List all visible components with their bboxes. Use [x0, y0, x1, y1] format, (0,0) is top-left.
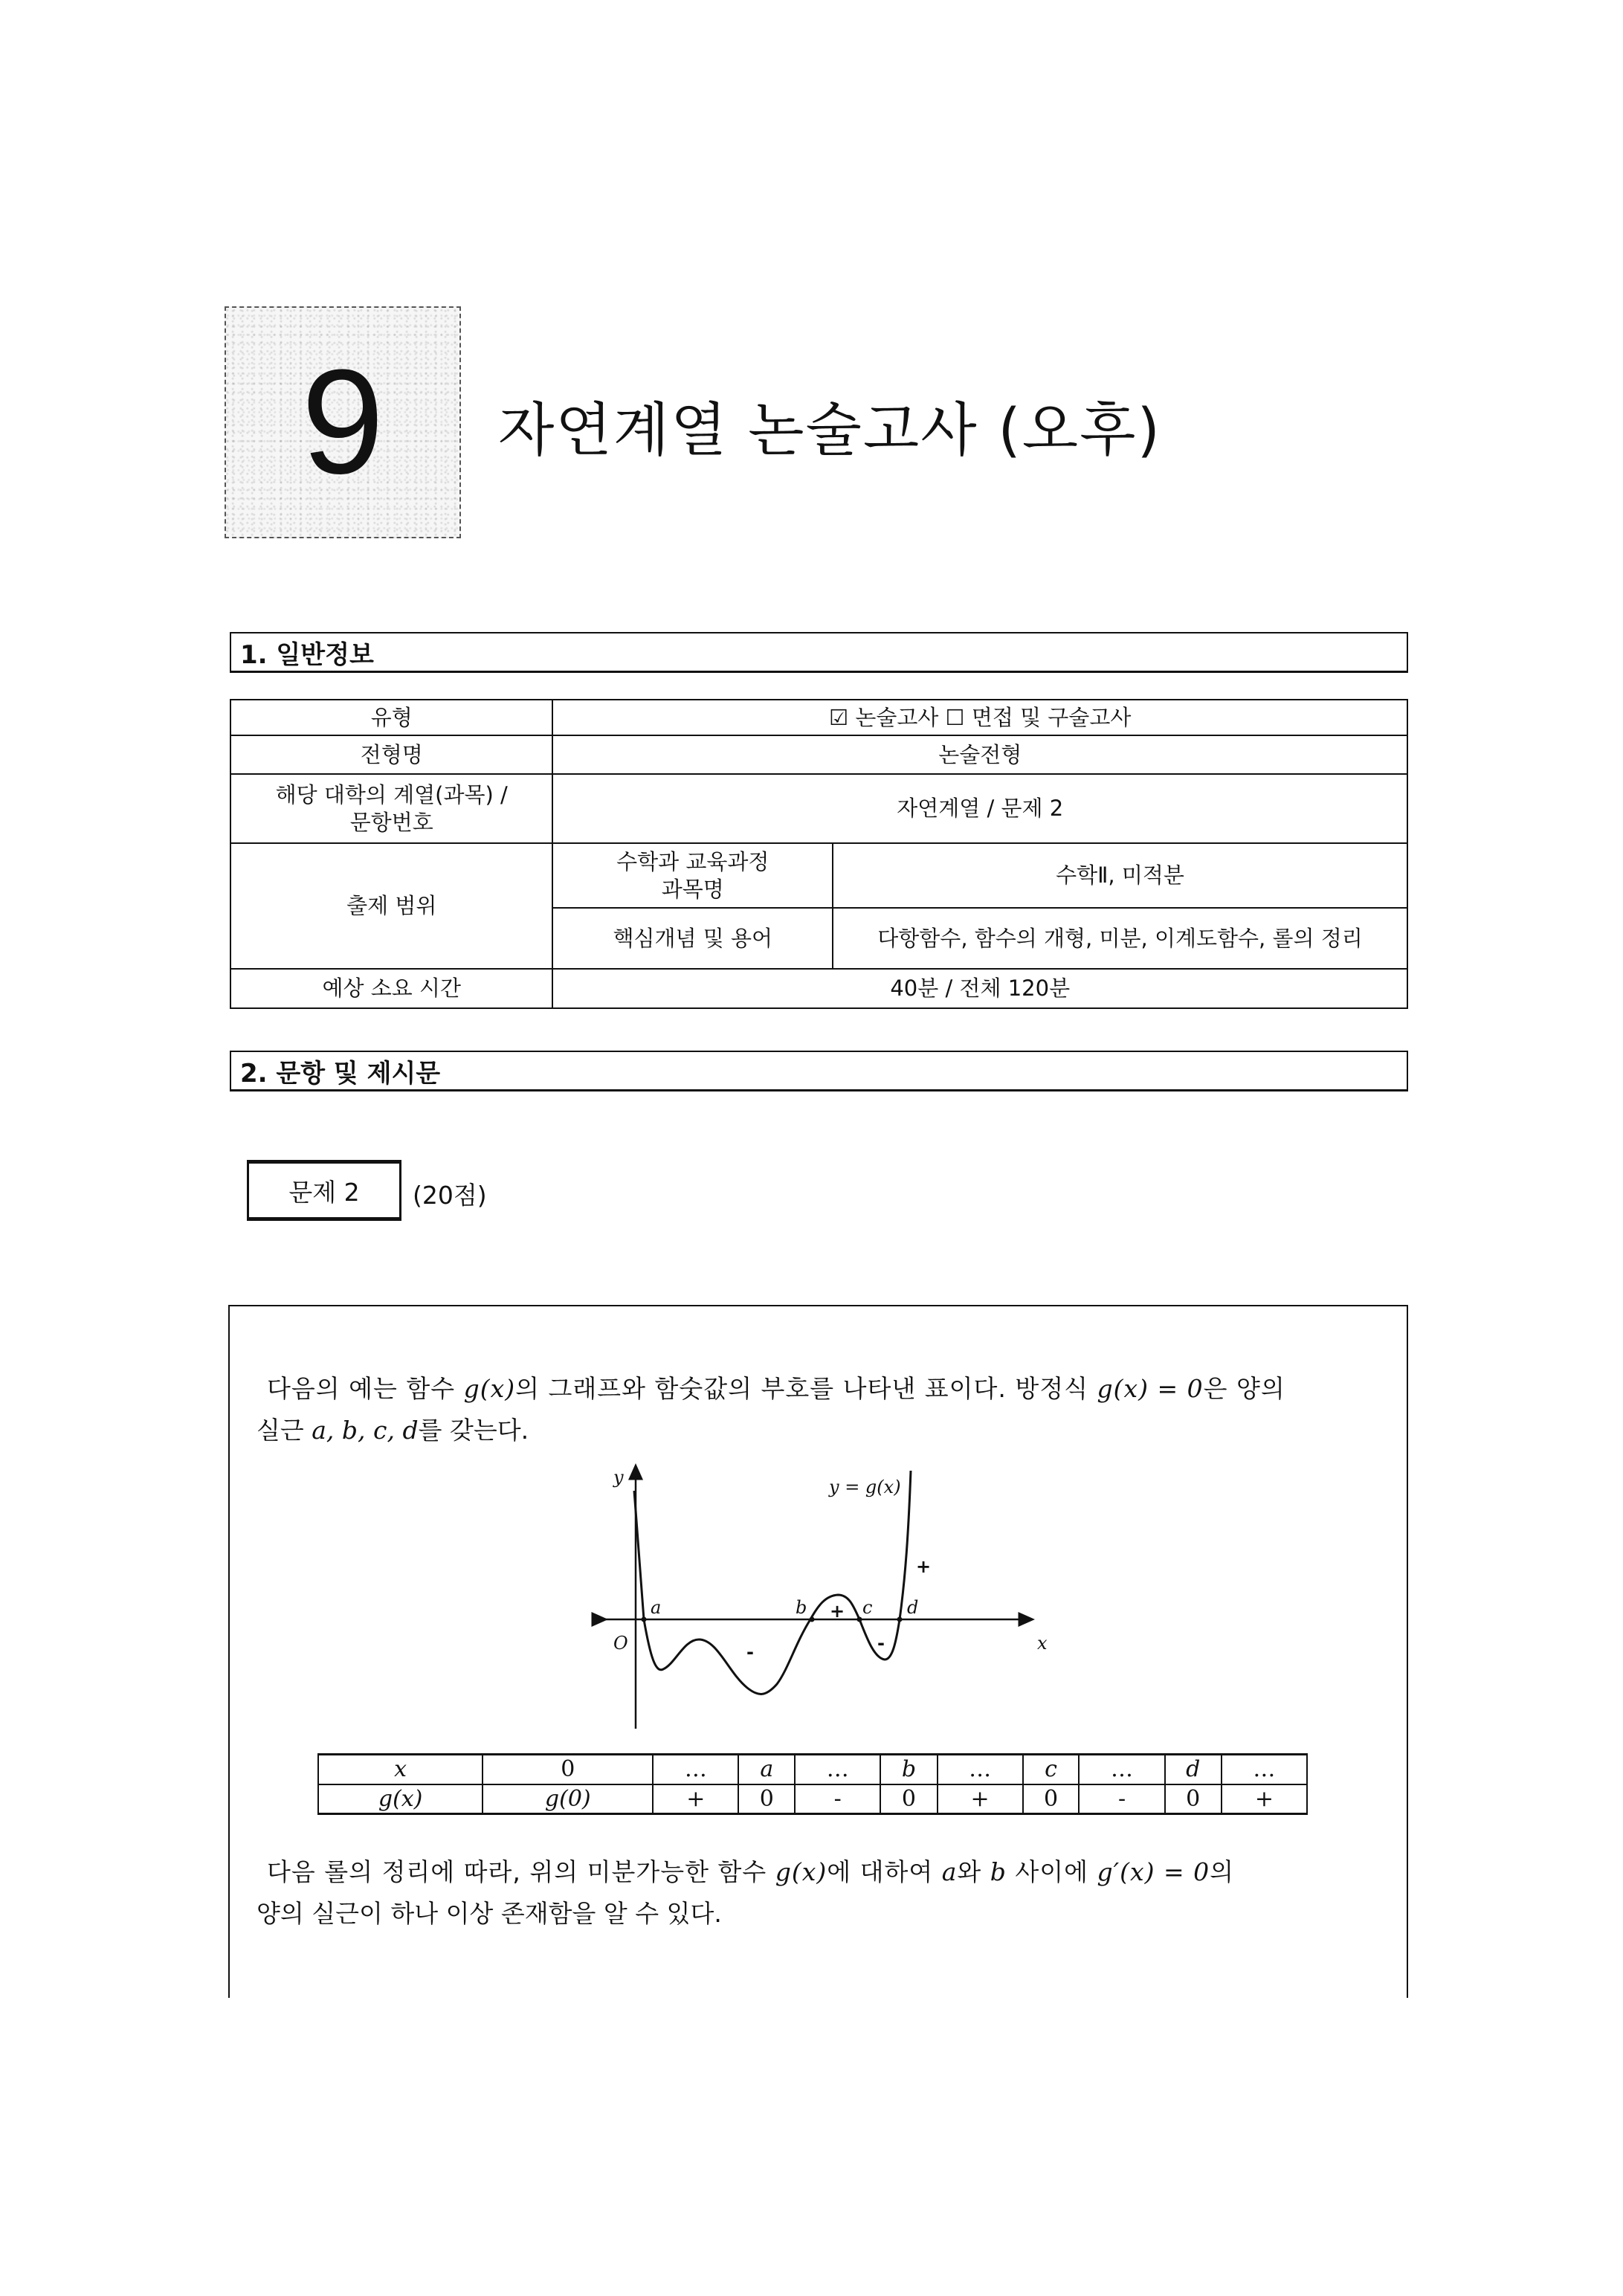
sign-header-cell: … [1222, 1755, 1307, 1784]
root-d-point [897, 1617, 903, 1622]
sign-table-x-row [318, 1755, 1307, 1784]
section-questions: 2. 문항 및 제시문 [230, 1051, 1408, 1091]
root-a-point [642, 1617, 647, 1622]
math-gx: g(x) [463, 1374, 516, 1403]
admission-value: 논술전형 [552, 735, 1407, 774]
intro-text: 은 양의 [1203, 1374, 1285, 1403]
sign-value-cell: + [653, 1784, 738, 1814]
concepts-label: 핵심개념 및 용어 [552, 908, 833, 969]
rolle-line1 [256, 1851, 1387, 1893]
sign-plus-bc: + [830, 1601, 845, 1622]
sign-header-cell: 0 [483, 1755, 653, 1784]
info-row-type [230, 700, 1407, 735]
sign-header-cell: … [1079, 1755, 1164, 1784]
root-c-point [857, 1617, 862, 1622]
intro-text: 의 그래프와 함숫값의 부호를 나타낸 표이다. 방정식 [515, 1374, 1097, 1403]
problem-score: (20점) [413, 1181, 487, 1210]
chapter-number-box [225, 306, 461, 538]
graph-svg [580, 1457, 1071, 1755]
sign-value-cell: 0 [738, 1784, 795, 1814]
root-c-label: c [862, 1597, 873, 1618]
dept-label [230, 774, 552, 843]
sign-value-cell: 0 [1023, 1784, 1080, 1814]
intro-line2 [256, 1410, 1387, 1451]
x-axis-label: x [1037, 1633, 1048, 1654]
math-a: a [941, 1857, 958, 1886]
sign-value-cell: - [795, 1784, 880, 1814]
sign-header-cell: b [880, 1755, 937, 1784]
curriculum-value: 수학Ⅱ, 미적분 [833, 843, 1407, 908]
concepts-value: 다항함수, 함수의 개형, 미분, 이계도함수, 롤의 정리 [833, 908, 1407, 969]
intro-line1 [256, 1368, 1387, 1410]
scope-label: 출제 범위 [230, 843, 552, 969]
math-b: b [990, 1857, 1007, 1886]
root-b-point [810, 1617, 815, 1622]
sign-header-cell: d [1165, 1755, 1222, 1784]
math-gx: g(x) [775, 1857, 827, 1886]
rolle-text: 와 [957, 1857, 990, 1886]
curriculum-label [552, 843, 833, 908]
origin-label: O [613, 1633, 628, 1654]
type-label: 유형 [230, 700, 552, 735]
curriculum-label-line2: 과목명 [661, 876, 724, 902]
math-derivative-equation: g′(x) = 0 [1097, 1857, 1210, 1886]
sign-value-cell: + [1222, 1784, 1307, 1814]
info-row-dept [230, 774, 1407, 843]
dept-label-line1: 해당 대학의 계열(과목) / [275, 782, 508, 808]
sign-minus-ab: - [746, 1642, 754, 1663]
root-d-label: d [907, 1597, 919, 1618]
admission-label: 전형명 [230, 735, 552, 774]
sign-value-cell: - [1079, 1784, 1164, 1814]
rolle-text: 사이에 [1006, 1857, 1097, 1886]
rolle-paragraph [256, 1851, 1387, 1935]
sign-value-cell: g(x) [318, 1784, 483, 1814]
curriculum-label-line1: 수학과 교육과정 [616, 849, 769, 875]
intro-paragraph [256, 1368, 1387, 1451]
sign-header-cell: … [653, 1755, 738, 1784]
sign-header-cell: c [1023, 1755, 1080, 1784]
type-value: ☑ 논술고사 ☐ 면접 및 구술고사 [552, 700, 1407, 735]
chapter-number: 9 [301, 339, 384, 505]
curve-g [634, 1471, 911, 1694]
sign-table [317, 1753, 1308, 1815]
sign-value-cell: 0 [880, 1784, 937, 1814]
sign-plus-after-d: + [916, 1556, 932, 1577]
sign-header-cell: … [795, 1755, 880, 1784]
sign-table-g-row [318, 1784, 1307, 1814]
problem-label: 문제 2 [247, 1160, 401, 1221]
y-axis-label: y [613, 1467, 624, 1488]
rolle-text: 다음 롤의 정리에 따라, 위의 미분가능한 함수 [267, 1857, 775, 1886]
dept-label-line2: 문항번호 [349, 809, 433, 835]
curve-label: y = g(x) [829, 1477, 901, 1497]
rolle-line2: 양의 실근이 하나 이상 존재함을 알 수 있다. [256, 1899, 722, 1928]
info-row-time [230, 969, 1407, 1008]
sign-header-cell: … [938, 1755, 1023, 1784]
sign-header-cell: a [738, 1755, 795, 1784]
rolle-text: 의 [1210, 1857, 1235, 1886]
root-b-label: b [796, 1597, 807, 1618]
rolle-text: 에 대하여 [827, 1857, 942, 1886]
math-roots: a, b, c, d [312, 1416, 419, 1445]
root-a-label: a [651, 1597, 662, 1618]
time-label: 예상 소요 시간 [230, 969, 552, 1008]
math-equation: g(x) = 0 [1097, 1374, 1204, 1403]
info-row-admission [230, 735, 1407, 774]
intro-text: 다음의 예는 함수 [267, 1374, 464, 1403]
info-row-scope-curriculum [230, 843, 1407, 908]
sign-value-cell: 0 [1165, 1784, 1222, 1814]
chapter-title: 자연계열 논술고사 (오후) [498, 397, 1161, 464]
sign-minus-cd: - [877, 1633, 885, 1654]
intro-text: 를 갖는다. [418, 1416, 529, 1445]
intro-text: 실근 [256, 1416, 312, 1445]
function-graph [580, 1457, 1071, 1755]
general-info-table [230, 699, 1408, 1009]
time-value: 40분 / 전체 120분 [552, 969, 1407, 1008]
sign-header-cell: x [318, 1755, 483, 1784]
sign-value-cell: g(0) [483, 1784, 653, 1814]
sign-value-cell: + [938, 1784, 1023, 1814]
section-general-info: 1. 일반정보 [230, 632, 1408, 673]
dept-value: 자연계열 / 문제 2 [552, 774, 1407, 843]
